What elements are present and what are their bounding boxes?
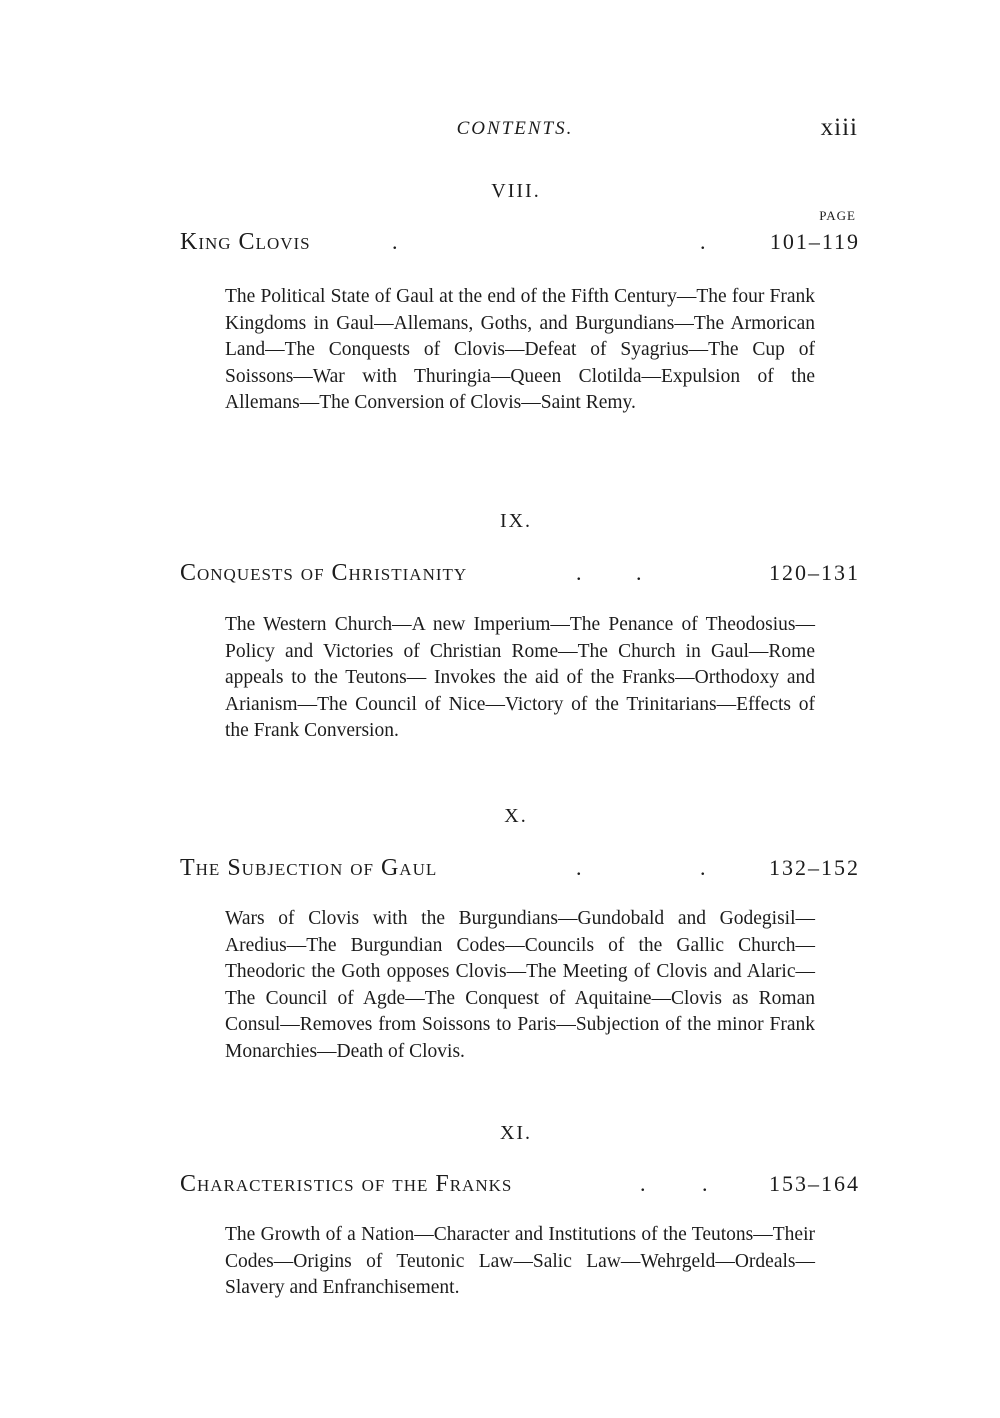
leader-dot: . xyxy=(700,855,706,880)
leader-dot: . xyxy=(702,1171,708,1196)
toc-entry-the-subjection-of-gaul xyxy=(180,855,860,887)
chapter-summary: The Political State of Gaul at the end of the Fifth Century—The four Frank Kingdoms in Gaul—Allemans, Goths, and Burgundians—The Armorican Land—The Conquests of Clovis—Defeat of Syagrius—The Cup of Soissons—War with Thuringia—Queen Clotilda—Expulsion of the Allemans—The Conversion of Clovis—Saint Remy. xyxy=(225,286,815,413)
chapter-numeral: IX. xyxy=(499,510,533,532)
chapter-summary: The Growth of a Nation—Character and Institutions of the Teutons—Their Codes—Origins of Teutonic Law—Salic Law—Wehrgeld—Ordeals—Slavery and Enfranchisement. xyxy=(225,1224,815,1298)
page-number: xiii xyxy=(820,114,858,141)
chapter-pages: 101–119 xyxy=(769,229,860,254)
leader-dot: . xyxy=(700,229,706,254)
chapter-numeral: VIII. xyxy=(491,180,541,202)
chapter-title: Characteristics of the Franks xyxy=(180,1171,513,1197)
page-column-label: PAGE xyxy=(819,208,856,223)
toc-entry-conquests-of-christianity xyxy=(180,560,860,592)
running-title: CONTENTS. xyxy=(456,118,574,139)
chapter-pages: 132–152 xyxy=(769,855,860,880)
chapter-pages: 120–131 xyxy=(769,560,860,585)
chapter-numeral: X. xyxy=(504,805,528,827)
chapter-title: Conquests of Christianity xyxy=(180,560,468,586)
chapter-summary: Wars of Clovis with the Burgundians—Gundobald and Godegisil—Aredius—The Burgundian Codes—Councils of the Gallic Church—Theodoric the Goth opposes Clovis—The Meeting of Clovis and Alaric—The Council of Agde—The Conquest of Aquitaine—Clovis as Roman Consul—Removes from Soissons to Paris—Subjection of the minor Frank Monarchies—Death of Clovis. xyxy=(225,908,815,1062)
chapter-title: The Subjection of Gaul xyxy=(180,855,438,881)
leader-dot: . xyxy=(576,560,582,585)
chapter-pages: 153–164 xyxy=(769,1171,860,1196)
leader-dot: . xyxy=(576,855,582,880)
leader-dot: . xyxy=(636,560,642,585)
chapter-title: King Clovis xyxy=(180,229,311,255)
leader-dot: . xyxy=(640,1171,646,1196)
toc-entry-characteristics-of-the-franks xyxy=(180,1171,860,1203)
toc-entry-king-clovis xyxy=(180,229,860,261)
chapter-summary: The Western Church—A new Imperium—The Penance of Theodosius—Policy and Victories of Christian Rome—The Church in Gaul—Rome appeals to the Teutons— Invokes the aid of the Franks—Orthodoxy and Arianism—The Council of Nice—Victory of the Trinitarians—Effects of the Frank Conversion. xyxy=(225,614,815,741)
chapter-numeral: XI. xyxy=(499,1122,533,1144)
leader-dot: . xyxy=(392,229,398,254)
